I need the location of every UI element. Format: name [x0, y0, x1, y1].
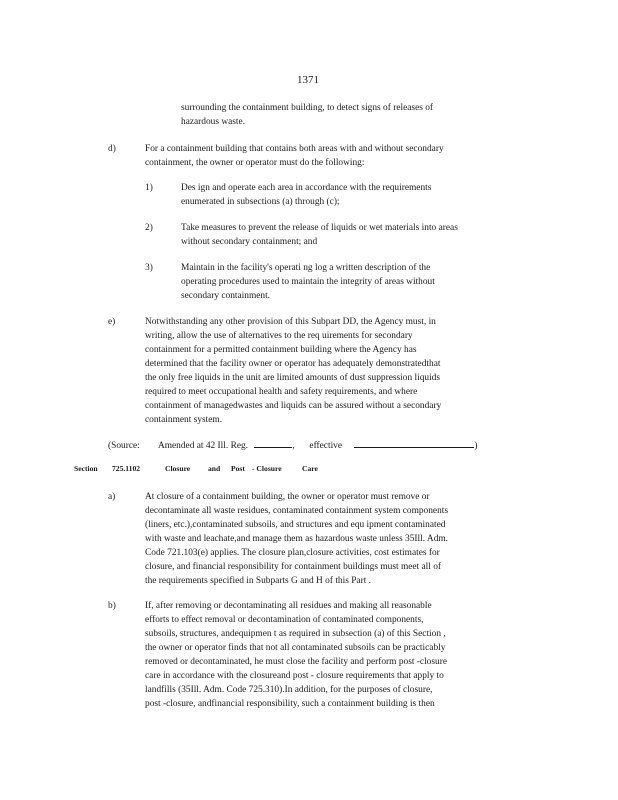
text-line: determined that the facility owner or operator has adequately demonstratedthat	[145, 359, 441, 369]
text-line: containment system.	[145, 415, 223, 425]
text-line: writing, allow the use of alternatives to the req uirements for secondary	[145, 331, 413, 341]
text-line: For a containment building that contains both areas with and without secondary	[145, 144, 444, 154]
section-number: 725.1102	[112, 464, 141, 473]
text-line: without secondary containment; and	[181, 237, 318, 247]
text-line: care in accordance with the closureand post - closure requirements that apply to	[145, 671, 444, 681]
section-title-part: Closure	[165, 464, 191, 473]
paragraph-b	[145, 599, 527, 711]
text-line: containment, the owner or operator must do the following:	[145, 158, 365, 168]
text-line: efforts to effect removal or decontamination of contaminated components,	[145, 615, 424, 625]
paragraph-d2	[181, 221, 533, 249]
paragraph-d1	[181, 181, 491, 209]
blank-register-page	[254, 437, 292, 448]
item-label-b: b)	[108, 601, 116, 611]
text-line: At closure of a containment building, the owner or operator must remove or	[145, 492, 430, 502]
section-title-part: Post	[231, 464, 245, 473]
text-line: decontaminate all waste residues, contaminated containment system components	[145, 506, 449, 516]
continued-paragraph	[181, 101, 505, 129]
source-comma: ,	[292, 441, 295, 451]
text-line: Maintain in the facility's operati ng log a written description of the	[181, 263, 431, 273]
text-line: Notwithstanding any other provision of this Subpart DD, the Agency must, in	[145, 317, 436, 327]
section-word: Section	[74, 464, 98, 473]
text-line: Code 721.103(e) applies. The closure plan,closure activities, cost estimates for	[145, 548, 440, 558]
text-line: hazardous waste.	[181, 117, 246, 127]
text-line: enumerated in subsections (a) through (c);	[181, 197, 340, 207]
text-line: secondary containment.	[181, 291, 271, 301]
text-line: removed or decontaminated, he must close the facility and perform post -closure	[145, 657, 447, 667]
page-number: 1371	[297, 74, 319, 86]
text-line: post -closure, andfinancial responsibility, such a containment building is then	[145, 699, 435, 709]
source-open: (Source:	[108, 441, 140, 451]
text-line: subsoils, structures, andequipmen t as required in subsection (a) of this Section ,	[145, 629, 446, 639]
section-title-part: Care	[302, 464, 318, 473]
item-label-d1: 1)	[145, 183, 153, 193]
text-line: landfills (35Ill. Adm. Code 725.310).In addition, for the purposes of closure,	[145, 685, 433, 695]
text-line: (liners, etc.),contaminated subsoils, and structures and equ ipment contaminated	[145, 520, 446, 530]
section-title-part: and	[208, 464, 221, 473]
item-label-d: d)	[108, 144, 116, 154]
source-note	[108, 437, 478, 453]
item-label-d3: 3)	[145, 263, 153, 273]
text-line: containment of managedwastes and liquids can be assured without a secondary	[145, 401, 442, 411]
blank-effective-date	[354, 437, 474, 448]
item-label-d2: 2)	[145, 223, 153, 233]
section-title-part: - Closure	[252, 464, 282, 473]
text-line: closure, and financial responsibility for containment buildings must meet all of	[145, 562, 442, 572]
text-line: the owner or operator finds that not all contaminated subsoils can be practicably	[145, 643, 446, 653]
paragraph-d	[145, 142, 521, 170]
text-line: with waste and leachate,and manage them as hazardous waste unless 35Ill. Adm.	[145, 534, 449, 544]
source-amended: Amended at 42 Ill. Reg.	[157, 441, 249, 451]
paragraph-e	[145, 315, 521, 427]
item-label-a: a)	[108, 492, 116, 502]
text-line: containment for a permitted containment building where the Agency has	[145, 345, 417, 355]
text-line: operating procedures used to maintain the integrity of areas without	[181, 277, 435, 287]
item-label-e: e)	[108, 317, 116, 327]
text-line: If, after removing or decontaminating all residues and making all reasonable	[145, 601, 432, 611]
text-line: surrounding the containment building, to detect signs of releases of	[181, 103, 434, 113]
text-line: the requirements specified in Subparts G and H of this Part .	[145, 576, 371, 586]
paragraph-a	[145, 490, 527, 588]
source-close: )	[474, 441, 478, 451]
text-line: required to meet occupational health and safety requirements, and where	[145, 387, 418, 397]
text-line: Take measures to prevent the release of liquids or wet materials into areas	[181, 223, 458, 233]
source-effective: effective	[309, 441, 343, 451]
text-line: Des ign and operate each area in accordance with the requirements	[181, 183, 432, 193]
paragraph-d3	[181, 261, 503, 303]
text-line: the only free liquids in the unit are limited amounts of dust suppression liquids	[145, 373, 441, 383]
